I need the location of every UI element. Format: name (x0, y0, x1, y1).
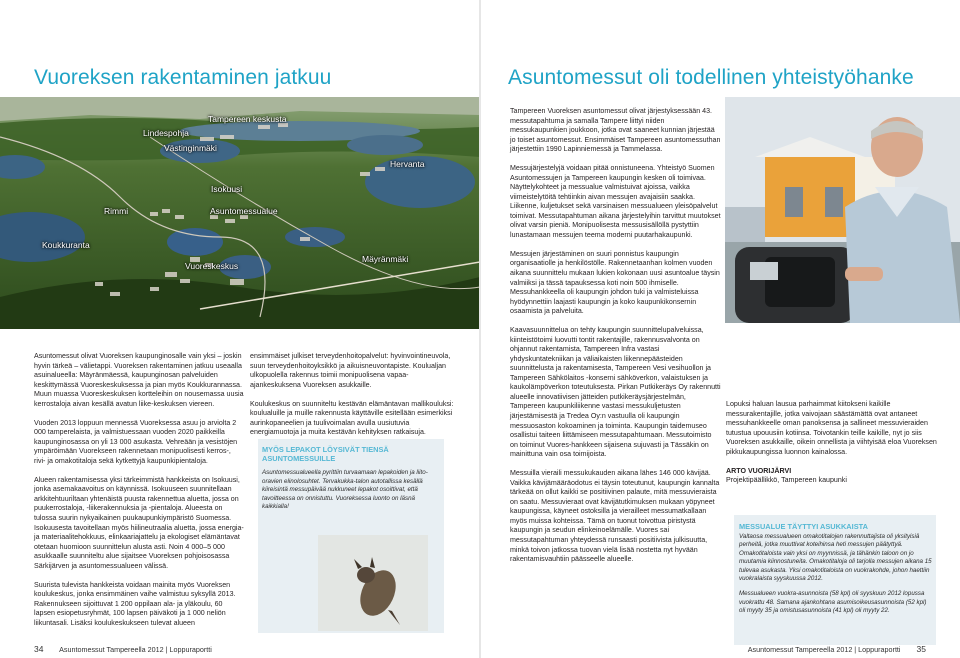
paragraph: Messuilla vieraili messukukauden aikana lähes 146 000 kävijää. Vaikka kävijämääräodotus ei täysin toteutunut, kaupungin kannalta tärkeää on ollut kaikki se positiivinen palaute, mitä messuvieraista on saatu. Messuvieraat ovat kävijätutkimuksen mukaan yöpyneet kaupungissa, käyneet ostoksilla ja vierailleet messumatkallaan myös muissa kohteissa. Tämä on tuonut toivottua piristystä kaupungin ja seudun elinkeinoelämälle. Vuores sai messutapahtuman yhteydessä runsaasti positiivista julkisuutta, minkä toivon jatkossa tuovan vielä lisää nostetta nyt hyvään rakentamisvauhtiin päässeelle alueelle. (510, 469, 720, 564)
man-at-machine-photo (725, 97, 960, 323)
paragraph: Messujärjestelyjä voidaan pitää onnistuneena. Yhteistyö Suomen Asuntomessujen ja Tampereen kaupungin kesken oli toimivaa. Näyttelykohteet ja messualue valmistuivat ajoissa, vaikka viimeistelytöitä tehtiinkin aivan messujen avajaisiin saakka. Liikenne, kuljetukset sekä varsinaisen messualueen yleisöpalvelut toimivat. Messutapahtuman aikana järjestelyihin tarvittut muutokset olivat varsin pieniä. Monipuolisesta messusisällöllä pystyttiin lunastamaan messujen teema moderni puutarhakaupunki. (510, 164, 721, 239)
sidebox-paragraph: Messualueen vuokra-asunnoista (58 kpl) oli syyskuun 2012 lopussa vuokrattu 48. Samana ajankohtana asumisoikeusasunnoista (52 kpl) oli myyty 35 ja omistusasunnoista (41 kpl) oli myyty 22. (739, 590, 927, 615)
author-name: ARTO VUORIJÄRVI (726, 466, 792, 475)
right-footer (748, 644, 926, 654)
author-signature (726, 467, 938, 486)
left-column-2 (250, 352, 454, 447)
left-column-1 (34, 352, 244, 638)
left-headline: Vuoreksen rakentaminen jatkuu (34, 66, 332, 89)
paragraph: Koulukeskus on suunniteltu kestävän elämäntavan mallikouluksi: koulualuille ja muille rakennusta käyttäville esitellään esimerkiksi aurinkopaneelien ja tuulivoimalan avulla uusiutuvia energiamuotoja ja muita kestävän kehityksen ratkaisuja. (250, 399, 454, 437)
callout-title: MYÖS LEPAKOT LÖYSIVÄT TIENSÄ ASUNTOMESSUILLE (262, 445, 389, 464)
paragraph: Vuoden 2013 loppuun mennessä Vuoreksessa asuu jo arviolta 2 000 tamperelaista, ja valmistuessaan vuoden 2020 paikkeilla kaupunginosassa on yli 13 000 asukasta. Vehreään ja vesistöjen ympäröimään Vuorekseen rakennetaan monipuolisesti kerros-, rivi- ja omakotitaloja sekä kytkettyjä kaupunkipientaloja. (34, 418, 238, 465)
paragraph: Tampereen Vuoreksen asuntomessut olivat järjestyksessään 43. messutapahtuma ja samalla Tampere liittyi niiden messukaupunkien joukkoon, jotka ovat saaneet kunnian järjestää jo toiset asuntomessut. Ensimmäiset Tampereen asuntomessuthan järjestettiin 1990 Lapinniemessä ja Tammelassa. (510, 107, 721, 154)
right-page (480, 0, 960, 658)
right-column-2 (726, 400, 938, 486)
map-label-vastinginmaki: Västinginmäki (164, 143, 217, 153)
map-label-isokuusi: Isokuusi (211, 184, 243, 194)
map-label-vuoreskeskus: Vuoreskeskus (185, 261, 239, 271)
footer-title: Asuntomessut Tampereella 2012 | Loppuraportti (59, 645, 212, 654)
footer-title: Asuntomessut Tampereella 2012 | Loppuraportti (747, 645, 901, 654)
paragraph: Suurista tulevista hankkeista voidaan mainita myös Vuoreksen koulukeskus, jonka ensimmäinen vaihe valmistuu syksyllä 2013. Rakennukseen sijoittuvat 1 200 oppilaan ala- ja yläkoulu, 60 lapsen esiopetusryhmät, 100 lapsen päiväkoti ja 1 000 neliön liikuntasali. Lisäksi koulukeskukseen tulevat alueen (34, 580, 236, 627)
page-number: 35 (916, 644, 926, 654)
map-label-rimmi: Rimmi (104, 206, 129, 216)
paragraph: Asuntomessut olivat Vuoreksen kaupunginosalle vain yksi – joskin hyvin tärkeä – välietappi. Vuoreksen rakentaminen jatkuu useaalla asuinalueella: Mäyränmäessä, kaupunginosan palveluiden keskittymässä Vuoreskeskuksessa ja pian myös Koukkurannassa. Muun muassa Vuoreskeskuksen kortteleihin on nousemassa uusia kerrostaloja aivan kesällä avatun liike-keskuksen viereen. (34, 352, 244, 408)
map-label-tampereen-keskusta: Tampereen keskusta (208, 114, 287, 124)
bat-photo (318, 535, 428, 631)
map-label-hervanta: Hervanta (390, 159, 425, 169)
sidebox-text (739, 533, 933, 623)
paragraph: Alueen rakentamisessa yksi tärkeimmistä hankkeista on Isokuusi, jonka asemakaavoitus on käynnissä. Isokuuseen suunnitellaan arkkitehtuuriltaan yhtenäistä puusta rakennettua aluetta, jossa on puukerrostaloja, -liikerakennuksia ja -pientaloja. Alueesta on tulossa suurin nykyaikainen puukaupunkiympäristö Suomessa. Isokuusesta tavoitellaan myös hiilineutraalia aluetta, jossa energia- ja materiaalitehokkuus, elinkaariajattelu ja ekologiset elämäntavat otetaan huomioon suunnittelun alusta asti. Noin 4 000–5 000 asukkaalle suunniteltu alue sijaitsee Vuoreksen pohjoisosassa Särkijärven ja asuntomessualueen välissä. (34, 475, 244, 570)
sidebox-title: MESSUALUE TÄYTTYI ASUKKAISTA (739, 522, 868, 531)
paragraph: ensimmäiset julkiset terveydenhoitopalvelut: hyvinvointineuvola, suun terveydenhoitoyksikkö ja aikuisneuvontapiste. Koulualjan ulkopuolella rakennus toimii monipuolisena vapaa-ajankeskuksena Vuoreksen asukkaille. (250, 352, 451, 389)
map-label-koukkuranta: Koukkuranta (42, 240, 90, 250)
right-headline: Asuntomessut oli todellinen yhteistyöhanke (508, 66, 914, 89)
paragraph: Lopuksi haluan lausua parhaimmat kiitokseni kaikille messurakentajille, jotka vaivojaan säästämättä ovat antaneet messuhankkeelle oman panoksensa ja sallineet messuvieraiden tutustua upouusiin kotiinsa. Toivotankin teille kaikille, nyt jo siis Vuoreksen asukkaille, oikein onnellista ja viihtyisää eloa Vuoreksen pikkukaupungissa luonnon kainalossa. (726, 400, 937, 456)
right-column-1 (510, 107, 721, 574)
paragraph: Messujen järjestäminen on suuri ponnistus kaupungin organisaatiolle ja henkilöstölle. Rakennetaanhan kolmen vuoden aikana suunnittelu mukaan lukien kokonaan uusi asuntoalue täysin valmiiksi ja tässä tapauksessa koti noin 500 ihmiselle. Messuhankkeella oli kaupungin johdon tuki ja valmisteluissa hyödynnettiin laajasti kaupungin ja koko kaupunkikonsernin osaamista ja palveluita. (510, 249, 720, 316)
page-number: 34 (34, 644, 44, 654)
map-label-asuntomessualue: Asuntomessualue (210, 206, 278, 216)
left-footer (34, 644, 212, 654)
sidebox-paragraph: Valtaosa messualueen omakotitalojen rakennuttajista oli yksityisiä perheitä, jotka muuttivat koteihinsa heti messujen päätyttyä. Omakotitaloista vain yksi on myynnissä, ja tähänkin taloon on jo muutamia kiinnostuneita. Omakotitaloja oli tarjolla messujen aikana 15 tulevaa asukasta. Yksi omakotitaloista on vuokrakohde, johon haettiin vuokralaista syyskuussa 2012. (739, 533, 932, 583)
bat-callout-box (258, 439, 444, 633)
residents-info-box (734, 515, 936, 645)
map-label-lindespohja: Lindespohja (143, 128, 189, 138)
callout-text: Asuntomessualueella pyrittiin turvaamaan lepakoiden ja liito-oravien elinolosuhtet. Tervakukka-talon autotallissa kesällä kiireisintä messupäivää nukkuneet lepakot osoittivat, että tavoitteessa on onnistuttu. Vuoreksessa luonto on läsnä kaikkialla! (262, 469, 428, 510)
map-label-mayranmaki: Mäyränmäki (362, 254, 409, 264)
paragraph: Kaavasuunnittelua on tehty kaupungin suunnittelupalveluissa, kiinteistötoimi luovutti tontit rakentajille, rakennusvalvonta on ohjannut rakentamista, Tampereen Infra vastasi yhdyskuntatekniikan ja väliaikaisten liikennepäästeiden suunnittelusta ja rakentamisesta, Tampereen Vesi vesihuollon ja Tampereen Sähkölaitos -konserni sähköverkon, valaistuksen ja kaukolämpöverkon toteutuksesta. Pirkan Putkikeräys Oy rakennutti alueelle innovatiivisen jätteiden putkikeräysjärjestelmän, Tampereen kaupunkiliikenne vastasi messukuljetusten järjestämisestä ja Tredea Oy:n vastuulla oli kaupungin messuosaston kokoaminen ja toiminta. Kaupungin taidemuseo osallistui taiteen liittämiseen messutapahtumaan. Messutoimisto on toiminut Vuores-hankkeen sijaisena sujuvasti ja Tässäkin on mainittuna vain osa toimijoista. (510, 326, 721, 459)
portrait-photo (725, 97, 960, 323)
aerial-photo (0, 97, 480, 329)
author-title: Projektipäällikkö, Tampereen kaupunki (726, 476, 847, 485)
